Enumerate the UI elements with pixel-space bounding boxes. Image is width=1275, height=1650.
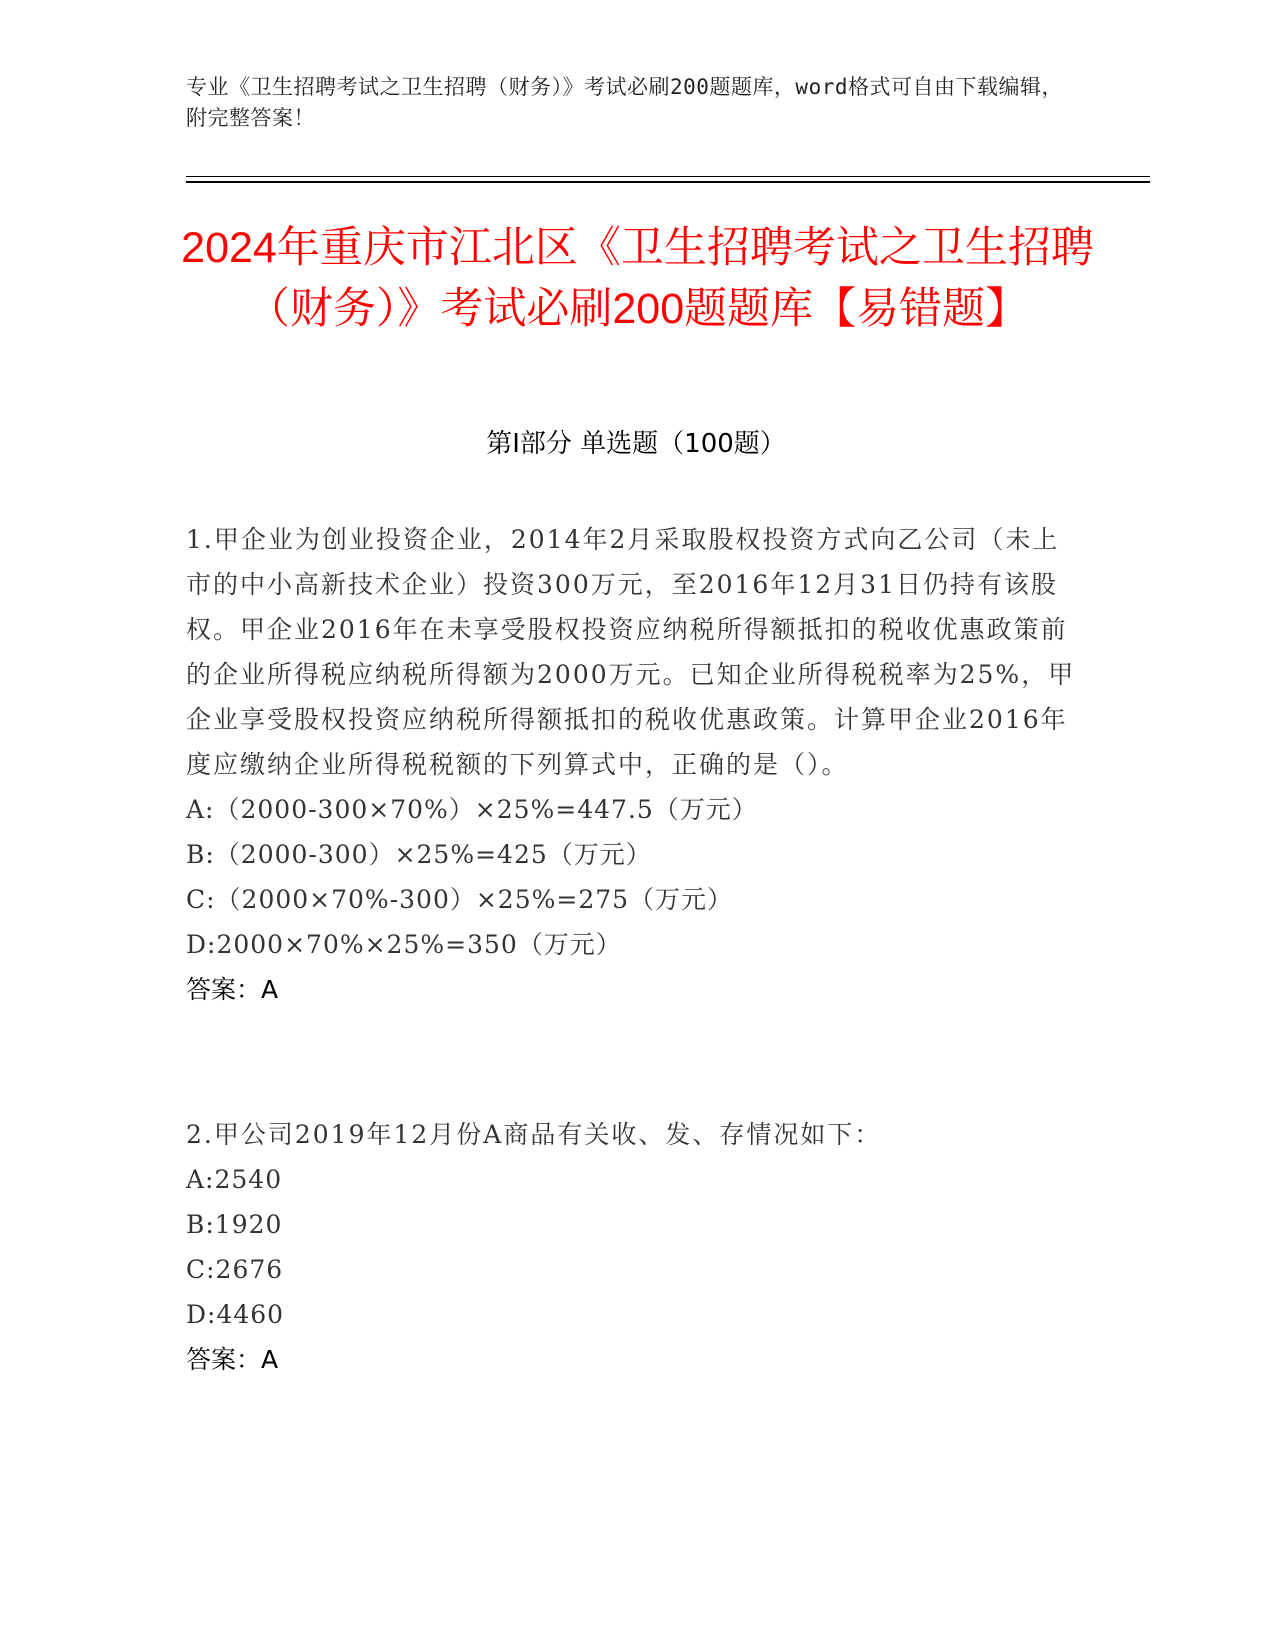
header-note: 专业《卫生招聘考试之卫生招聘（财务）》考试必刷200题题库，word格式可自由下载编辑，附完整答案！ (186, 75, 1063, 130)
question-stem: 1.甲企业为创业投资企业，2014年2月采取股权投资方式向乙公司（未上市的中小高新技术企业）投资300万元，至2016年12月31日仍持有该股权。甲企业2016年在未享受股权投资应纳税所得额抵扣的税收优惠政策前的企业所得税应纳税所得额为2000万元。已知企业所得税税率为25%，甲企业享受股权投资应纳税所得额抵扣的税收优惠政策。计算甲企业2016年度应缴纳企业所得税税额的下列算式中，正确的是（）。 (186, 525, 1076, 779)
option-a: A:（2000-300×70%）×25%=447.5（万元） (186, 795, 758, 824)
option-b: B:1920 (186, 1210, 283, 1239)
header-divider-thick (186, 181, 1150, 183)
option-d: D:2000×70%×25%=350（万元） (186, 930, 622, 959)
option-d: D:4460 (186, 1300, 285, 1329)
question-1 (186, 517, 1086, 1012)
option-a: A:2540 (186, 1165, 283, 1194)
option-b: B:（2000-300）×25%=425（万元） (186, 840, 652, 869)
document-title: 2024年重庆市江北区《卫生招聘考试之卫生招聘（财务）》考试必刷200题题库【易错题】 (181, 224, 1094, 333)
option-c: C:（2000×70%-300）×25%=275（万元） (186, 885, 734, 914)
option-c: C:2676 (186, 1255, 284, 1284)
answer-line: 答案：A (186, 975, 279, 1004)
header-divider-thin (186, 176, 1150, 177)
question-stem: 2.甲公司2019年12月份A商品有关收、发、存情况如下： (186, 1120, 882, 1149)
answer-line: 答案：A (186, 1345, 279, 1374)
section-heading: 第Ⅰ部分 单选题（100题） (486, 429, 786, 459)
question-2 (186, 1112, 1086, 1382)
